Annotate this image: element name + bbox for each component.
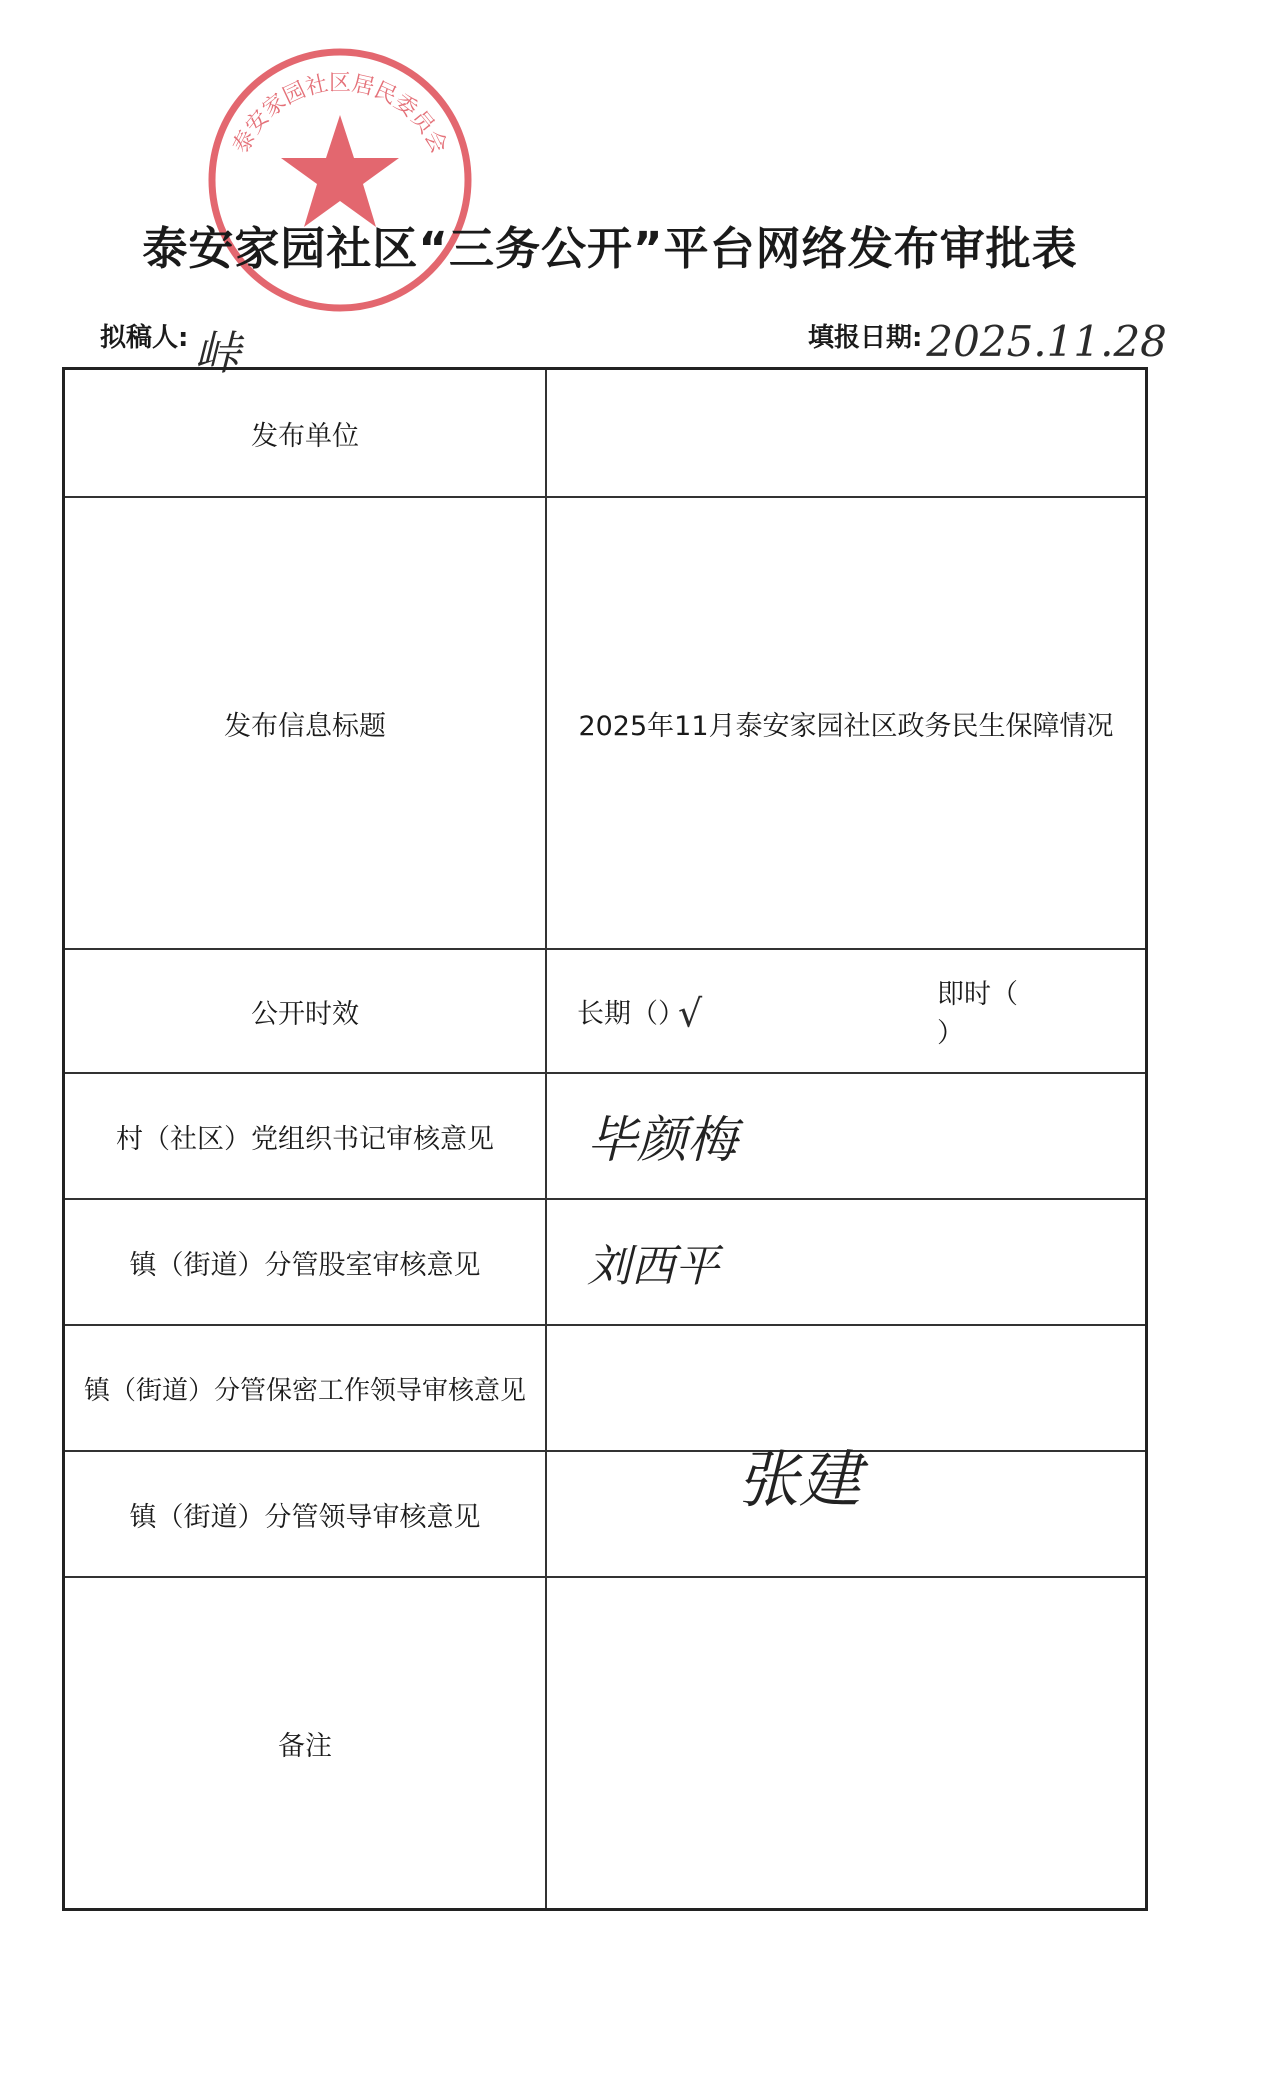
row-label: 公开时效 — [251, 998, 359, 1030]
table-row-remarks — [65, 1576, 1145, 1908]
table-row-leader-review — [65, 1442, 1145, 1576]
drafter-signature: 峠 — [194, 326, 241, 380]
table-row-info-title — [65, 496, 1145, 948]
row-value — [547, 370, 1145, 496]
table-row-party-secretary — [65, 1072, 1145, 1198]
timeliness-options — [547, 950, 1145, 1072]
signature: 张建 — [737, 1442, 862, 1516]
signature: 毕颜梅 — [587, 1111, 737, 1169]
table-row-publisher — [65, 370, 1145, 496]
signature: 刘西平 — [587, 1241, 719, 1292]
row-label: 备注 — [278, 1730, 332, 1762]
official-seal — [200, 40, 480, 320]
row-value: 2025年11月泰安家园社区政务民生保障情况 — [578, 710, 1114, 742]
row-label: 镇（街道）分管领导审核意见 — [129, 1501, 481, 1533]
row-label: 村（社区）党组织书记审核意见 — [116, 1123, 494, 1155]
fill-date — [808, 317, 1167, 366]
approval-table — [62, 367, 1148, 1911]
date-handwritten: 2025.11.28 — [926, 317, 1167, 366]
row-label: 发布信息标题 — [224, 710, 386, 742]
check-mark: √ — [678, 991, 703, 1036]
row-label: 镇（街道）分管保密工作领导审核意见 — [83, 1375, 526, 1406]
drafter-label: 拟稿人: — [100, 323, 189, 353]
page-title: 泰安家园社区“三务公开”平台网络发布审批表 — [142, 222, 1078, 275]
option-immediate: 即时（） — [937, 979, 1018, 1049]
row-value — [547, 1578, 1145, 1908]
table-row-section-review — [65, 1198, 1145, 1324]
table-row-timeliness — [65, 948, 1145, 1072]
date-label: 填报日期: — [808, 323, 923, 353]
seal-ring-text: 泰安家园社区居民委员会 — [228, 70, 452, 158]
option-long-term: 长期（ √ ） — [577, 992, 685, 1031]
star-icon — [281, 115, 399, 227]
row-label: 镇（街道）分管股室审核意见 — [129, 1249, 481, 1281]
drafter — [100, 317, 241, 380]
row-label: 发布单位 — [251, 420, 359, 452]
